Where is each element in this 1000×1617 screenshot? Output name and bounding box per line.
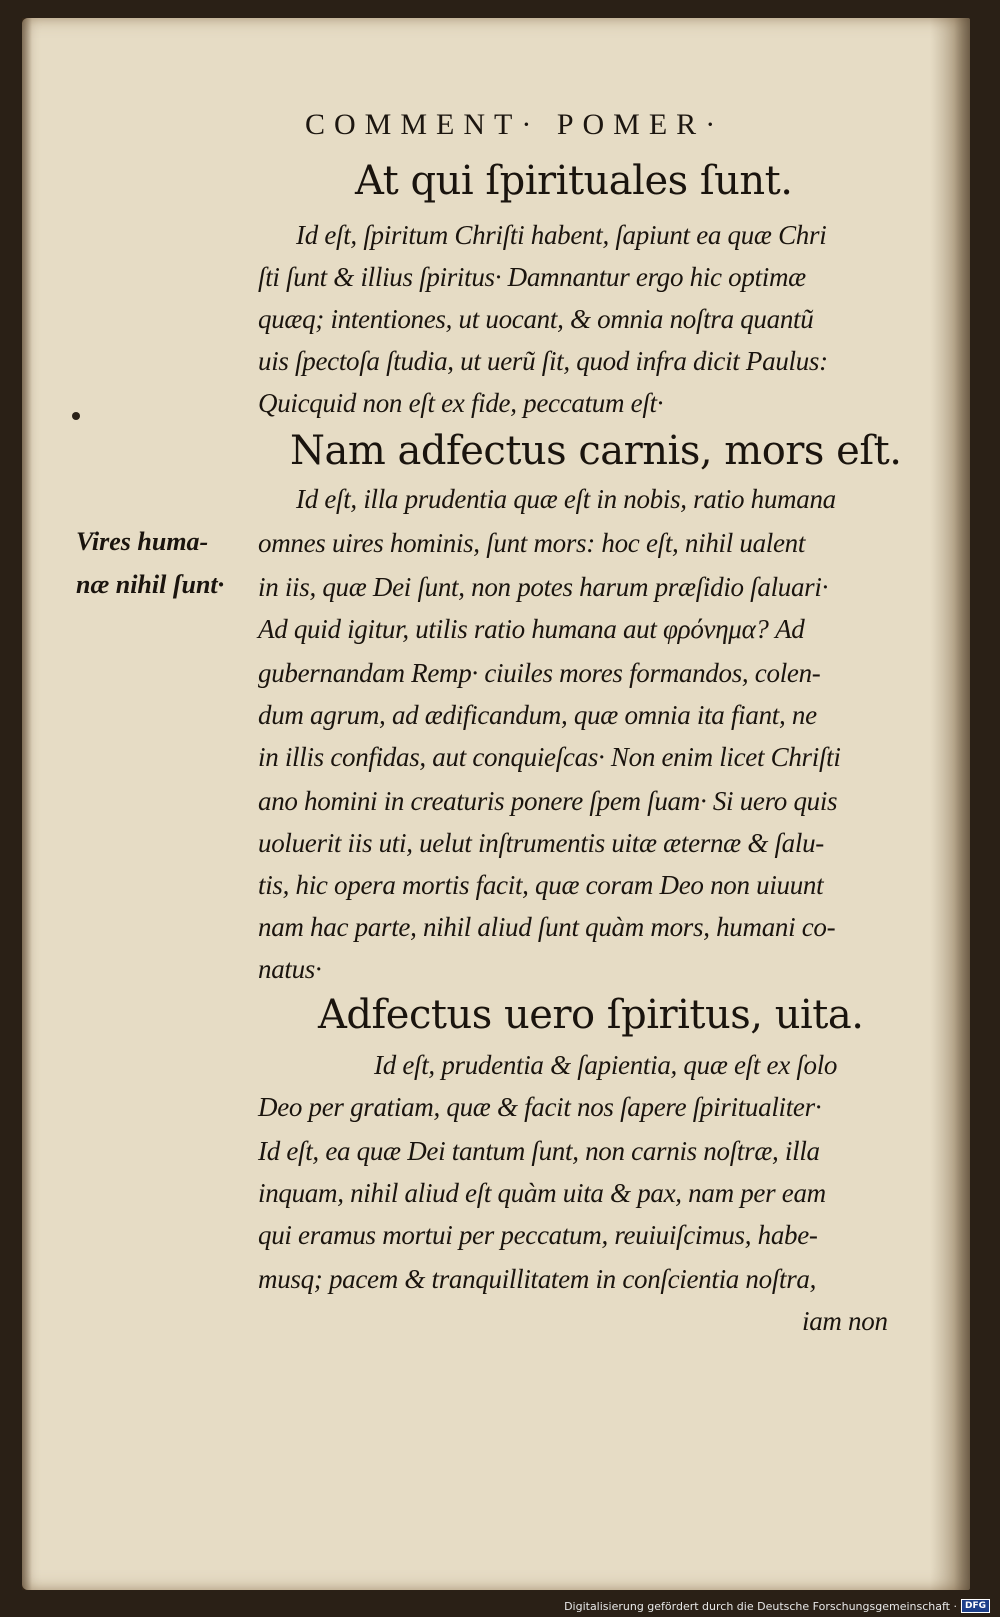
- text-line: uoluerit iis uti, uelut inſtrumentis uitæ æternæ & ſalu-: [258, 828, 824, 858]
- dfg-logo: DFG: [961, 1599, 990, 1613]
- margin-note-line-2: næ nihil ſunt·: [76, 570, 225, 599]
- text-line: nam hac parte, nihil aliud ſunt quàm mors, humani co-: [258, 912, 836, 942]
- running-head: COMMENT· POMER·: [305, 108, 725, 141]
- page-gutter-shadow: [930, 18, 970, 1590]
- text-line: Id eſt, ſpiritum Chriſti habent, ſapiunt ea quæ Chri: [296, 220, 827, 250]
- text-line: omnes uires hominis, ſunt mors: hoc eſt, nihil ualent: [258, 528, 806, 558]
- lemma-1: At qui ſpirituales ſunt.: [355, 158, 793, 204]
- text-line: tis, hic opera mortis facit, quæ coram Deo non uiuunt: [258, 870, 824, 900]
- page-left-edge: [22, 18, 32, 1590]
- text-line: quæq; intentiones, ut uocant, & omnia noſtra quantũ: [258, 304, 814, 334]
- digitization-footer: [564, 1599, 990, 1613]
- text-line: ſti ſunt & illius ſpiritus· Damnantur ergo hic optimæ: [258, 262, 806, 292]
- text-line: Ad quid igitur, utilis ratio humana aut φρόνημα? Ad: [258, 614, 805, 644]
- text-line: dum agrum, ad ædificandum, quæ omnia ita fiant, ne: [258, 700, 817, 730]
- footer-text: Digitalisierung gefördert durch die Deutsche Forschungsgemeinschaft ·: [564, 1599, 957, 1613]
- text-line: natus·: [258, 954, 322, 984]
- text-line: Id eſt, illa prudentia quæ eſt in nobis, ratio humana: [296, 484, 836, 514]
- text-line: qui eramus mortui per peccatum, reuiuiſcimus, habe-: [258, 1220, 818, 1250]
- text-line: inquam, nihil aliud eſt quàm uita & pax, nam per eam: [258, 1178, 826, 1208]
- lemma-3: Adfectus uero ſpiritus, uita.: [318, 992, 864, 1038]
- text-line: uis ſpectoſa ſtudia, ut uerũ ſit, quod infra dicit Paulus:: [258, 346, 828, 376]
- text-line: gubernandam Remp· ciuiles mores formandos, colen-: [258, 658, 821, 688]
- text-line: Id eſt, ea quæ Dei tantum ſunt, non carnis noſtræ, illa: [258, 1136, 820, 1166]
- margin-dot: [72, 412, 80, 420]
- text-line: in illis confidas, aut conquieſcas· Non enim licet Chriſti: [258, 742, 841, 772]
- text-line: in iis, quæ Dei ſunt, non potes harum præſidio ſaluari·: [258, 572, 829, 602]
- text-line: musq; pacem & tranquillitatem in conſcientia noſtra,: [258, 1264, 817, 1294]
- lemma-2: Nam adfectus carnis, mors eſt.: [290, 428, 902, 474]
- text-line: ano homini in creaturis ponere ſpem ſuam· Si uero quis: [258, 786, 838, 816]
- catchword: iam non: [802, 1306, 888, 1336]
- text-line: Deo per gratiam, quæ & facit nos ſapere ſpiritualiter·: [258, 1092, 822, 1122]
- text-line: Id eſt, prudentia & ſapientia, quæ eſt ex ſolo: [374, 1050, 838, 1080]
- text-line: Quicquid non eſt ex fide, peccatum eſt·: [258, 388, 664, 418]
- margin-note-line-1: Vires huma-: [76, 527, 209, 556]
